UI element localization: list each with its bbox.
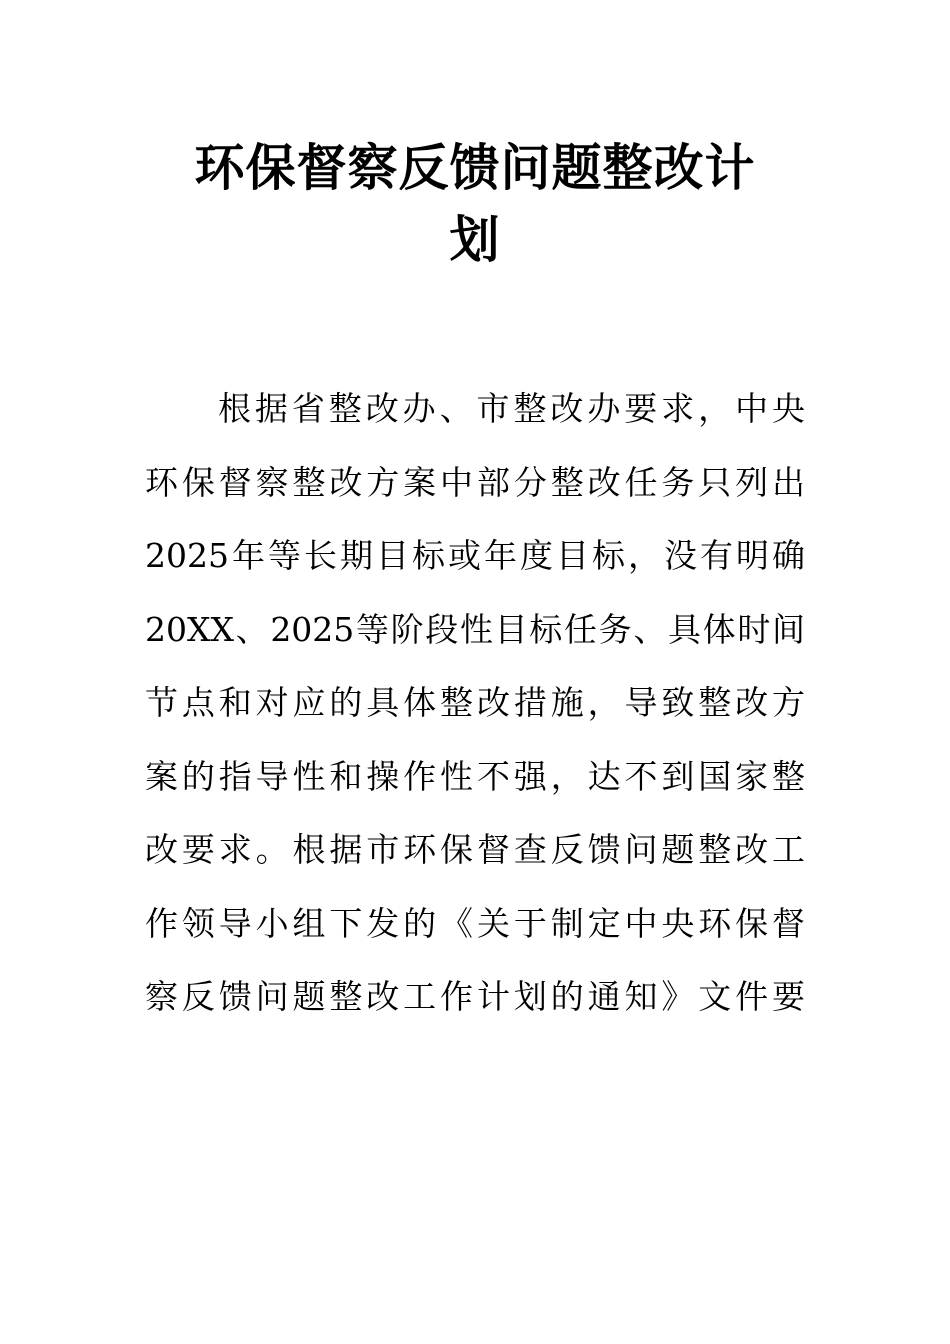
body-text-line: 察反馈问题整改工作计划的通知》文件要	[145, 977, 805, 1016]
body-text-line: 环保督察整改方案中部分整改任务只列出	[145, 462, 805, 502]
document-title	[140, 132, 810, 276]
body-text-line: 作领导小组下发的《关于制定中央环保督	[145, 903, 805, 943]
body-text-line: 2025年等长期目标或年度目标，没有明确	[145, 536, 805, 575]
body-text-line: 节点和对应的具体整改措施，导致整改方	[145, 683, 805, 722]
body-text-line: 改要求。根据市环保督查反馈问题整改工	[145, 830, 805, 869]
document-body-paragraph	[145, 372, 805, 1034]
body-text-line: 根据省整改办、市整改办要求，中央	[218, 389, 805, 428]
document-title-line: 划	[449, 210, 501, 269]
document-title-line: 环保督察反馈问题整改计	[194, 138, 756, 197]
body-text-line: 案的指导性和操作性不强，达不到国家整	[145, 756, 805, 796]
body-text-line: 20XX、2025等阶段性目标任务、具体时间	[145, 609, 805, 649]
